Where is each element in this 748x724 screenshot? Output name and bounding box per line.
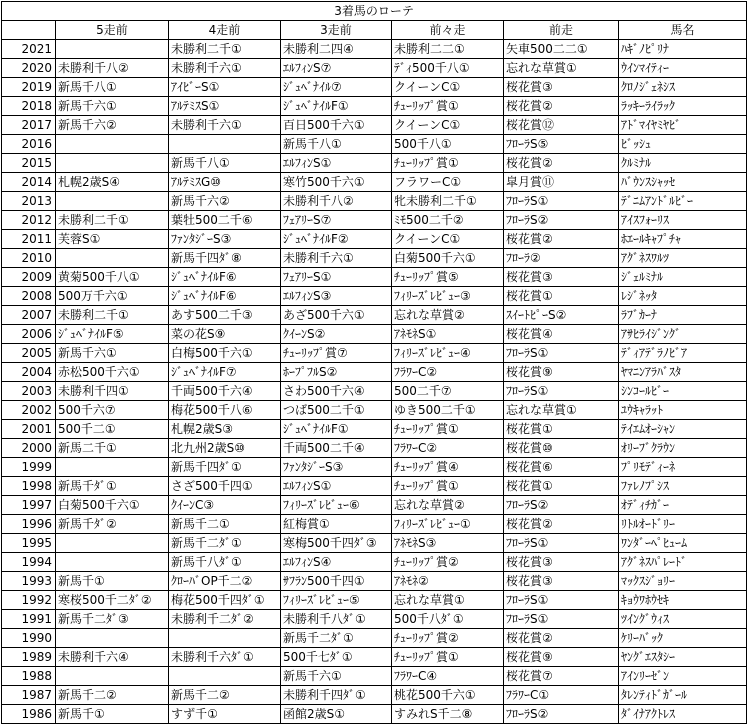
race-3-cell: 未勝利千八ﾀﾞ①	[281, 610, 392, 629]
horse-name-cell: ﾃﾞﾆﾑｱﾝﾄﾞﾙﾋﾞｰ	[619, 192, 747, 211]
horse-name-cell: ﾗｯｷｰﾗｲﾗｯｸ	[619, 97, 747, 116]
race-3-cell: ﾌｨﾘｰｽﾞﾚﾋﾞｭｰ⑤	[281, 591, 392, 610]
race-3-cell: あざ500千六①	[281, 306, 392, 325]
table-row	[2, 591, 747, 610]
race-3-cell: 未勝利千六①	[281, 249, 392, 268]
race-3-cell: 新馬千二ﾀﾞ①	[281, 629, 392, 648]
race-5-cell	[56, 135, 169, 154]
table-row	[2, 287, 747, 306]
year-cell: 1989	[2, 648, 56, 667]
race-1-cell: 桜花賞⑫	[504, 116, 619, 135]
header-3-races-ago: 3走前	[281, 21, 392, 40]
race-1-cell: ｽｲｰﾄﾋﾟｰS②	[504, 306, 619, 325]
race-4-cell: 千両500千六④	[169, 382, 281, 401]
race-5-cell	[56, 40, 169, 59]
race-1-cell: 桜花賞⑥	[504, 458, 619, 477]
race-3-cell: ﾌｪｱﾘｰS⑦	[281, 211, 392, 230]
race-5-cell: 未勝利千四①	[56, 382, 169, 401]
race-1-cell: 桜花賞③	[504, 78, 619, 97]
race-1-cell: 桜花賞②	[504, 230, 619, 249]
table-row	[2, 192, 747, 211]
horse-name-cell: ﾌｧﾚﾉﾌﾟｼｽ	[619, 477, 747, 496]
year-cell: 2016	[2, 135, 56, 154]
race-5-cell: 寒桜500千二ﾀﾞ②	[56, 591, 169, 610]
race-3-cell: つば500二千①	[281, 401, 392, 420]
race-1-cell: ﾌﾛｰﾗ②	[504, 249, 619, 268]
race-1-cell: 忘れな草賞①	[504, 401, 619, 420]
race-5-cell: 新馬二千①	[56, 439, 169, 458]
race-4-cell: ｼﾞｭﾍﾞﾅｲﾙF⑥	[169, 268, 281, 287]
race-4-cell: ｱｲﾋﾞｰS①	[169, 78, 281, 97]
year-cell: 2004	[2, 363, 56, 382]
year-cell: 2019	[2, 78, 56, 97]
race-5-cell: ｼﾞｭﾍﾞﾅｲﾙF⑤	[56, 325, 169, 344]
race-3-cell: ﾌｨﾘｰｽﾞﾚﾋﾞｭｰ⑥	[281, 496, 392, 515]
year-cell: 2011	[2, 230, 56, 249]
year-cell: 2010	[2, 249, 56, 268]
race-1-cell: 桜花賞①	[504, 420, 619, 439]
race-4-cell: あす500二千③	[169, 306, 281, 325]
horse-name-cell: ﾔﾝｸﾞｴｽﾀｼｰ	[619, 648, 747, 667]
year-cell: 2002	[2, 401, 56, 420]
race-3-cell: ｴﾙﾌｨﾝS①	[281, 154, 392, 173]
race-5-cell	[56, 154, 169, 173]
table-row	[2, 97, 747, 116]
race-5-cell: 新馬千①	[56, 572, 169, 591]
header-2-races-ago: 前々走	[392, 21, 504, 40]
table-row	[2, 477, 747, 496]
table-row	[2, 363, 747, 382]
race-5-cell: 未勝利二千①	[56, 306, 169, 325]
race-3-cell: 百日500千六①	[281, 116, 392, 135]
race-1-cell: ﾌﾛｰﾗS①	[504, 534, 619, 553]
race-3-cell: ﾎｰﾌﾟﾌﾙS②	[281, 363, 392, 382]
table-row	[2, 59, 747, 78]
race-2-cell: ﾌﾗﾜｰC②	[392, 439, 504, 458]
table-row	[2, 420, 747, 439]
race-5-cell: 新馬千六②	[56, 116, 169, 135]
race-4-cell: 新馬千八①	[169, 154, 281, 173]
race-3-cell: さわ500千六④	[281, 382, 392, 401]
race-4-cell: ｸｲｰﾝC③	[169, 496, 281, 515]
race-4-cell: ｸﾛｰﾊﾞOP千二②	[169, 572, 281, 591]
race-4-cell: 未勝利千六①	[169, 116, 281, 135]
race-3-cell: 寒梅500千四ﾀﾞ③	[281, 534, 392, 553]
table-row	[2, 439, 747, 458]
year-cell: 2012	[2, 211, 56, 230]
year-cell: 2020	[2, 59, 56, 78]
horse-name-cell: ｱｻﾋﾗｲｼﾞﾝｸﾞ	[619, 325, 747, 344]
race-2-cell: すみれS千二⑧	[392, 705, 504, 724]
race-5-cell: 500千二①	[56, 420, 169, 439]
race-1-cell: 桜花賞②	[504, 629, 619, 648]
race-2-cell: ｱﾈﾓﾈ②	[392, 572, 504, 591]
rotation-table	[1, 1, 747, 724]
race-3-cell: 紅梅賞①	[281, 515, 392, 534]
race-5-cell: 未勝利千八②	[56, 59, 169, 78]
horse-name-cell: ﾌﾟﾘﾓﾃﾞｨｰﾈ	[619, 458, 747, 477]
table-row	[2, 116, 747, 135]
title-row	[2, 2, 747, 21]
table-row	[2, 610, 747, 629]
year-cell: 1991	[2, 610, 56, 629]
race-5-cell: 新馬千六①	[56, 97, 169, 116]
horse-name-cell: ｱｲﾝﾘｰｾﾞﾝ	[619, 667, 747, 686]
race-4-cell: ｱﾙﾃﾐｽG⑩	[169, 173, 281, 192]
race-2-cell: ﾐﾓ500二千②	[392, 211, 504, 230]
race-3-cell: ｴﾙﾌｨﾝS③	[281, 287, 392, 306]
race-3-cell: ｼﾞｭﾍﾞﾅｲﾙ⑦	[281, 78, 392, 97]
table-row	[2, 306, 747, 325]
race-5-cell: 赤松500千六①	[56, 363, 169, 382]
year-cell: 2018	[2, 97, 56, 116]
table-row	[2, 40, 747, 59]
year-cell: 2015	[2, 154, 56, 173]
race-1-cell: 皐月賞⑪	[504, 173, 619, 192]
race-5-cell	[56, 667, 169, 686]
race-4-cell: 梅花500千四ﾀﾞ①	[169, 591, 281, 610]
horse-name-cell: ｼﾞｪﾙﾐﾅﾙ	[619, 268, 747, 287]
header-last-race: 前走	[504, 21, 619, 40]
race-4-cell: ｼﾞｭﾍﾞﾅｲﾙF⑥	[169, 287, 281, 306]
race-1-cell: 桜花賞③	[504, 553, 619, 572]
race-2-cell: フラワーC①	[392, 173, 504, 192]
race-5-cell: 500千六⑦	[56, 401, 169, 420]
race-2-cell: ﾌﾗﾜｰC②	[392, 363, 504, 382]
race-5-cell: 新馬千①	[56, 705, 169, 724]
table-row	[2, 515, 747, 534]
table-row	[2, 648, 747, 667]
race-2-cell: ﾌﾗﾜｰC④	[392, 667, 504, 686]
horse-name-cell: ｳｲﾝﾏｲﾃｨｰ	[619, 59, 747, 78]
race-1-cell: 桜花賞③	[504, 572, 619, 591]
race-5-cell: 新馬千二ﾀﾞ③	[56, 610, 169, 629]
race-5-cell	[56, 192, 169, 211]
race-3-cell: 新馬千八①	[281, 135, 392, 154]
race-3-cell: 未勝利千四ﾀﾞ①	[281, 686, 392, 705]
table-row	[2, 154, 747, 173]
year-cell: 2021	[2, 40, 56, 59]
table-row	[2, 78, 747, 97]
horse-name-cell: ｱｸﾞﾈｽﾜﾙﾂ	[619, 249, 747, 268]
race-4-cell: 新馬千八ﾀﾞ①	[169, 553, 281, 572]
horse-name-cell: ｸﾛﾉｼﾞｪﾈｼｽ	[619, 78, 747, 97]
horse-name-cell: ｵﾘｰﾌﾞｸﾗｳﾝ	[619, 439, 747, 458]
race-1-cell: 矢車500二二①	[504, 40, 619, 59]
race-2-cell: 白菊500千六①	[392, 249, 504, 268]
year-cell: 2000	[2, 439, 56, 458]
header-row	[2, 21, 747, 40]
race-2-cell: 忘れな草賞①	[392, 591, 504, 610]
race-3-cell: 500千七ﾀﾞ①	[281, 648, 392, 667]
race-2-cell: ﾌｨﾘｰｽﾞﾚﾋﾞｭｰ①	[392, 515, 504, 534]
race-2-cell: ﾁｭｰﾘｯﾌﾟ賞②	[392, 553, 504, 572]
table-row	[2, 667, 747, 686]
race-2-cell: ﾁｭｰﾘｯﾌﾟ賞④	[392, 458, 504, 477]
race-3-cell: 千両500二千④	[281, 439, 392, 458]
race-4-cell: さざ500千四①	[169, 477, 281, 496]
table-row	[2, 705, 747, 724]
year-cell: 1995	[2, 534, 56, 553]
race-2-cell: ゆき500二千①	[392, 401, 504, 420]
race-3-cell: ｼﾞｭﾍﾞﾅｲﾙF①	[281, 97, 392, 116]
horse-name-cell: ﾃﾞｨｱﾃﾞﾗﾉﾋﾞｱ	[619, 344, 747, 363]
table-title: 3着馬のローテ	[2, 2, 747, 21]
race-1-cell: ﾌﾛｰﾗS②	[504, 705, 619, 724]
race-5-cell	[56, 629, 169, 648]
race-4-cell: 梅花500千八⑥	[169, 401, 281, 420]
race-3-cell: 寒竹500千六①	[281, 173, 392, 192]
horse-name-cell: ﾏｯｸｽｼﾞｮﾘｰ	[619, 572, 747, 591]
race-1-cell: ﾌﾛｰﾗS①	[504, 382, 619, 401]
race-3-cell: ﾁｭｰﾘｯﾌﾟ賞⑦	[281, 344, 392, 363]
year-cell: 1998	[2, 477, 56, 496]
horse-name-cell: ｸﾙﾐﾅﾙ	[619, 154, 747, 173]
race-1-cell: 忘れな草賞①	[504, 59, 619, 78]
horse-name-cell: ﾘﾄﾙｵｰﾄﾞﾘｰ	[619, 515, 747, 534]
race-3-cell: ｴﾙﾌｨﾝS①	[281, 477, 392, 496]
race-2-cell: 500千八①	[392, 135, 504, 154]
race-3-cell: ｼﾞｭﾍﾞﾅｲﾙF②	[281, 230, 392, 249]
race-2-cell: 忘れな草賞②	[392, 496, 504, 515]
header-horse-name: 馬名	[619, 21, 747, 40]
year-cell: 2014	[2, 173, 56, 192]
race-2-cell: 500千八ﾀﾞ①	[392, 610, 504, 629]
year-cell: 1988	[2, 667, 56, 686]
horse-name-cell: ﾊﾞｳﾝｽｼｬｯｾ	[619, 173, 747, 192]
race-4-cell: 菜の花S⑨	[169, 325, 281, 344]
horse-name-cell: ﾎｴｰﾙｷｬﾌﾟﾁｬ	[619, 230, 747, 249]
year-cell: 2007	[2, 306, 56, 325]
race-4-cell: 新馬千二②	[169, 686, 281, 705]
horse-name-cell: ｱｸﾞﾈｽﾊﾟﾚｰﾄﾞ	[619, 553, 747, 572]
race-4-cell: ﾌｧﾝﾀｼﾞｰS③	[169, 230, 281, 249]
race-1-cell: 桜花賞②	[504, 97, 619, 116]
year-cell: 2009	[2, 268, 56, 287]
race-4-cell: すず千①	[169, 705, 281, 724]
table-row	[2, 230, 747, 249]
horse-name-cell: ｹﾘｰﾊﾞｯｸ	[619, 629, 747, 648]
year-cell: 2013	[2, 192, 56, 211]
horse-name-cell: ﾕｳｷｬﾗｯﾄ	[619, 401, 747, 420]
table-row	[2, 553, 747, 572]
race-1-cell: 桜花賞⑨	[504, 363, 619, 382]
race-5-cell: 500万千六①	[56, 287, 169, 306]
race-3-cell: ﾌｪｱﾘｰS①	[281, 268, 392, 287]
table-row	[2, 629, 747, 648]
horse-name-cell: ｵﾃﾞｨﾁｶﾞｰ	[619, 496, 747, 515]
race-4-cell	[169, 135, 281, 154]
race-5-cell: 芙蓉S①	[56, 230, 169, 249]
race-3-cell: 未勝利千八②	[281, 192, 392, 211]
race-2-cell: ｱﾈﾓﾈS③	[392, 534, 504, 553]
year-cell: 1996	[2, 515, 56, 534]
table-row	[2, 135, 747, 154]
table-row	[2, 249, 747, 268]
race-4-cell: 新馬千四ﾀﾞ①	[169, 458, 281, 477]
race-1-cell: ﾌﾛｰﾗS②	[504, 496, 619, 515]
race-2-cell: クイーンC①	[392, 230, 504, 249]
horse-name-cell: ﾗﾌﾞｶｰﾅ	[619, 306, 747, 325]
table-row	[2, 344, 747, 363]
table-row	[2, 325, 747, 344]
horse-name-cell: ﾊｷﾞﾉﾋﾟﾘﾅ	[619, 40, 747, 59]
race-3-cell: ｼﾞｭﾍﾞﾅｲﾙF①	[281, 420, 392, 439]
race-1-cell: 桜花賞②	[504, 154, 619, 173]
race-2-cell: ﾁｭｰﾘｯﾌﾟ賞①	[392, 477, 504, 496]
race-3-cell: 未勝利二四④	[281, 40, 392, 59]
race-2-cell: 500二千⑦	[392, 382, 504, 401]
race-5-cell: 未勝利千六④	[56, 648, 169, 667]
horse-name-cell: ﾋﾞｯｼｭ	[619, 135, 747, 154]
race-1-cell: ﾌﾛｰﾗS①	[504, 192, 619, 211]
horse-name-cell: ｱｲｽﾌｫｰﾘｽ	[619, 211, 747, 230]
table-row	[2, 572, 747, 591]
table-row	[2, 496, 747, 515]
race-4-cell: 札幌2歳S③	[169, 420, 281, 439]
race-4-cell: 新馬千二ﾀﾞ①	[169, 534, 281, 553]
race-4-cell: 白梅500千六①	[169, 344, 281, 363]
horse-name-cell: ﾀﾞｲﾅｱｸﾄﾚｽ	[619, 705, 747, 724]
race-2-cell: ｱﾈﾓﾈS①	[392, 325, 504, 344]
race-3-cell: ﾌｧﾝﾀｼﾞｰS③	[281, 458, 392, 477]
race-2-cell: 桃花500千六①	[392, 686, 504, 705]
race-3-cell: ｻﾌﾗﾝ500千四①	[281, 572, 392, 591]
year-cell: 2017	[2, 116, 56, 135]
race-5-cell	[56, 249, 169, 268]
race-2-cell: 忘れな草賞②	[392, 306, 504, 325]
race-5-cell: 未勝利二千①	[56, 211, 169, 230]
header-5-races-ago: 5走前	[56, 21, 169, 40]
year-cell: 2008	[2, 287, 56, 306]
race-1-cell: ﾌﾛｰﾗS①	[504, 344, 619, 363]
race-1-cell: 桜花賞③	[504, 268, 619, 287]
race-4-cell: 未勝利二千①	[169, 40, 281, 59]
year-cell: 1993	[2, 572, 56, 591]
race-4-cell: 新馬千六②	[169, 192, 281, 211]
race-5-cell: 新馬千二②	[56, 686, 169, 705]
race-1-cell: 桜花賞①	[504, 287, 619, 306]
race-1-cell: 桜花賞②	[504, 515, 619, 534]
race-1-cell: 桜花賞⑩	[504, 439, 619, 458]
race-3-cell: ｴﾙﾌｨﾝS⑦	[281, 59, 392, 78]
year-cell: 1987	[2, 686, 56, 705]
race-2-cell: クイーンC①	[392, 116, 504, 135]
year-cell: 1997	[2, 496, 56, 515]
race-4-cell: 未勝利千六①	[169, 59, 281, 78]
race-2-cell: 牝未勝利二千①	[392, 192, 504, 211]
race-5-cell	[56, 458, 169, 477]
year-cell: 1992	[2, 591, 56, 610]
horse-name-cell: ｼﾝｺｰﾙﾋﾞｰ	[619, 382, 747, 401]
race-4-cell: 新馬千二①	[169, 515, 281, 534]
race-1-cell: ﾌﾛｰﾗS①	[504, 610, 619, 629]
race-1-cell: 桜花賞④	[504, 325, 619, 344]
race-2-cell: クイーンC①	[392, 78, 504, 97]
year-cell: 1990	[2, 629, 56, 648]
header-4-races-ago: 4走前	[169, 21, 281, 40]
race-4-cell	[169, 667, 281, 686]
year-cell: 1986	[2, 705, 56, 724]
race-4-cell: 未勝利千六ﾀﾞ①	[169, 648, 281, 667]
race-5-cell: 札幌2歳S④	[56, 173, 169, 192]
race-2-cell: ﾁｭｰﾘｯﾌﾟ賞①	[392, 154, 504, 173]
race-2-cell: ﾌｨﾘｰｽﾞﾚﾋﾞｭｰ④	[392, 344, 504, 363]
race-4-cell	[169, 629, 281, 648]
race-2-cell: ﾃﾞｨ500千八①	[392, 59, 504, 78]
race-5-cell	[56, 553, 169, 572]
race-5-cell: 新馬千六①	[56, 344, 169, 363]
race-4-cell: ｱﾙﾃﾐｽS①	[169, 97, 281, 116]
race-2-cell: ﾁｭｰﾘｯﾌﾟ賞⑤	[392, 268, 504, 287]
year-cell: 1999	[2, 458, 56, 477]
race-4-cell: 新馬千四ﾀﾞ⑧	[169, 249, 281, 268]
race-5-cell: 新馬千ﾀﾞ①	[56, 477, 169, 496]
horse-name-cell: ﾂｲﾝｸﾞｳｨｽ	[619, 610, 747, 629]
race-5-cell	[56, 534, 169, 553]
race-3-cell: ｸｲｰﾝS②	[281, 325, 392, 344]
race-2-cell: ﾁｭｰﾘｯﾌﾟ賞②	[392, 629, 504, 648]
race-1-cell: ﾌﾛｰﾗS⑤	[504, 135, 619, 154]
race-5-cell: 新馬千八①	[56, 78, 169, 97]
horse-name-cell: ｱﾄﾞﾏｲﾔﾐﾔﾋﾞ	[619, 116, 747, 135]
table-row	[2, 173, 747, 192]
horse-name-cell: ﾀﾚﾝﾃｨﾄﾞｶﾞｰﾙ	[619, 686, 747, 705]
race-3-cell: 新馬千六①	[281, 667, 392, 686]
table-row	[2, 382, 747, 401]
race-5-cell: 白菊500千六①	[56, 496, 169, 515]
header-year	[2, 21, 56, 40]
horse-name-cell: ﾃｲｴﾑｵｰｼｬﾝ	[619, 420, 747, 439]
race-4-cell: 葉牡500二千⑥	[169, 211, 281, 230]
table-row	[2, 268, 747, 287]
race-3-cell: 函館2歳S①	[281, 705, 392, 724]
year-cell: 1994	[2, 553, 56, 572]
race-1-cell: ﾌﾗﾜｰC①	[504, 686, 619, 705]
race-4-cell: ｼﾞｭﾍﾞﾅｲﾙF⑦	[169, 363, 281, 382]
race-4-cell: 未勝利千二ﾀﾞ②	[169, 610, 281, 629]
race-5-cell: 黄菊500千八①	[56, 268, 169, 287]
horse-name-cell: ｷｮｳﾜﾎｳｾｷ	[619, 591, 747, 610]
race-2-cell: ﾌｨﾘｰｽﾞﾚﾋﾞｭｰ③	[392, 287, 504, 306]
race-1-cell: ﾌﾛｰﾗS①	[504, 591, 619, 610]
year-cell: 2005	[2, 344, 56, 363]
table-row	[2, 534, 747, 553]
race-2-cell: ﾁｭｰﾘｯﾌﾟ賞①	[392, 97, 504, 116]
race-1-cell: ﾌﾛｰﾗS②	[504, 211, 619, 230]
table-row	[2, 686, 747, 705]
table-row	[2, 401, 747, 420]
table-row	[2, 211, 747, 230]
race-5-cell: 新馬千ﾀﾞ②	[56, 515, 169, 534]
horse-name-cell: ﾔﾏﾆﾝｱﾗﾊﾞｽﾀ	[619, 363, 747, 382]
year-cell: 2003	[2, 382, 56, 401]
race-4-cell: 北九州2歳S⑩	[169, 439, 281, 458]
table-row	[2, 458, 747, 477]
race-2-cell: 未勝利二二①	[392, 40, 504, 59]
year-cell: 2006	[2, 325, 56, 344]
race-1-cell: 桜花賞①	[504, 477, 619, 496]
race-1-cell: 桜花賞⑨	[504, 648, 619, 667]
race-2-cell: ﾁｭｰﾘｯﾌﾟ賞①	[392, 648, 504, 667]
race-1-cell: 桜花賞⑦	[504, 667, 619, 686]
horse-name-cell: ﾜﾝﾀﾞｰﾍﾟﾋｭｰﾑ	[619, 534, 747, 553]
horse-name-cell: ﾚｼﾞﾈｯﾀ	[619, 287, 747, 306]
year-cell: 2001	[2, 420, 56, 439]
race-3-cell: ｴﾙﾌｨﾝS④	[281, 553, 392, 572]
race-2-cell: ﾁｭｰﾘｯﾌﾟ賞①	[392, 420, 504, 439]
